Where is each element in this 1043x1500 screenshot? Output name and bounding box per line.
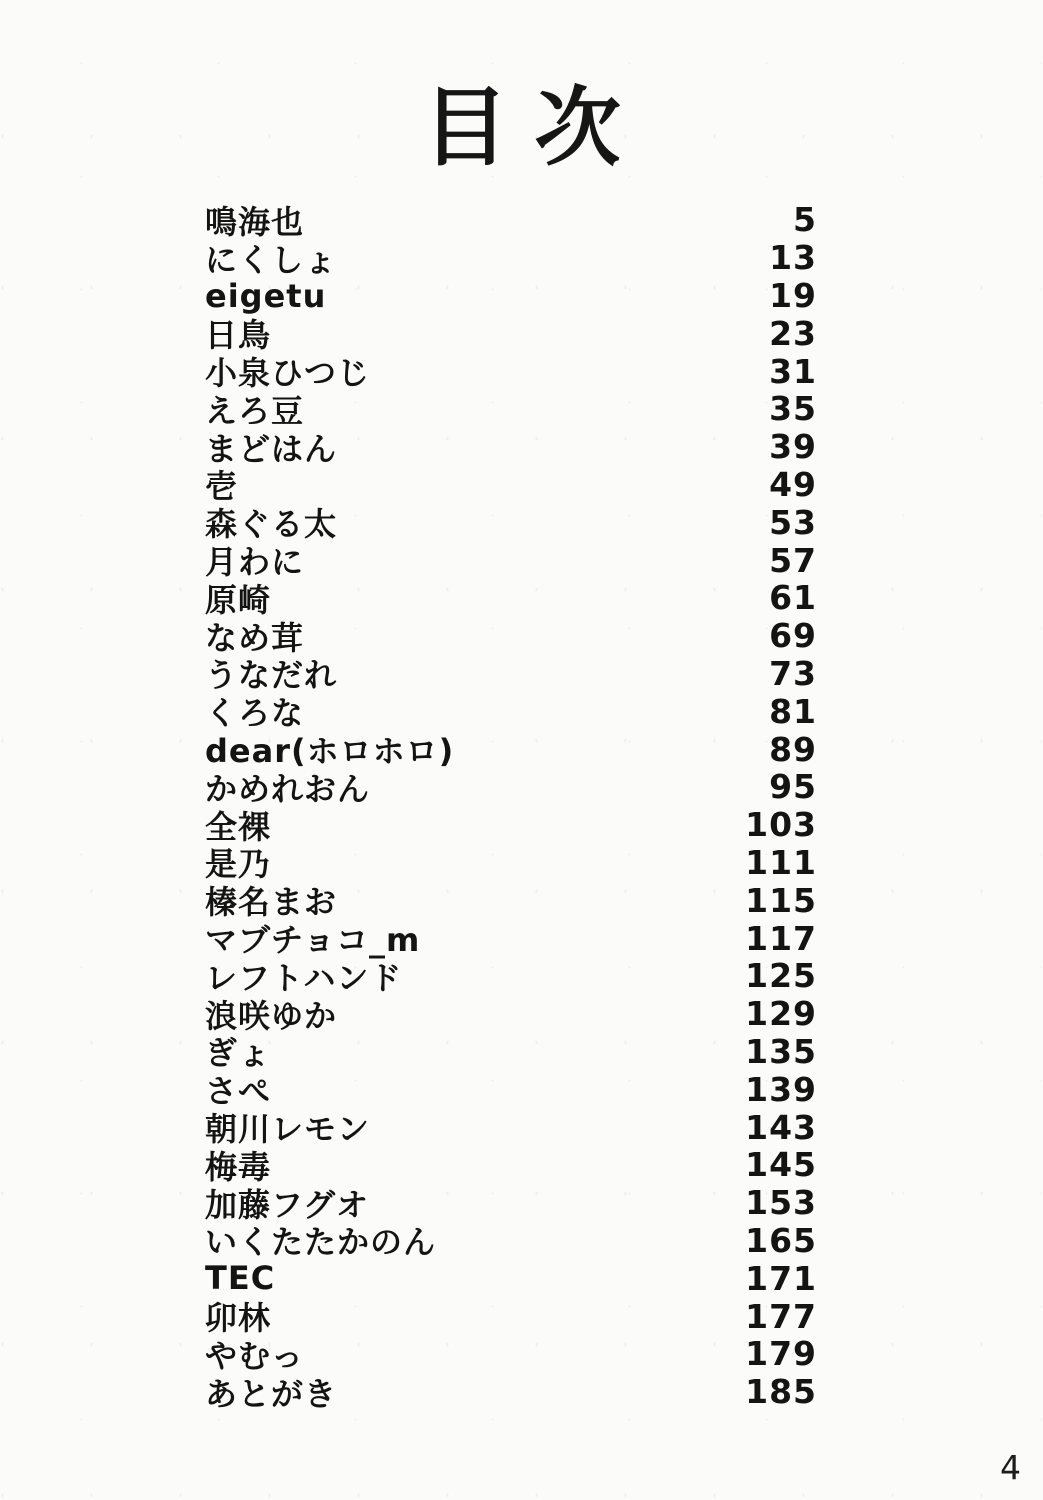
toc-entry-page: 61 [769, 578, 817, 618]
toc-entry [205, 918, 817, 960]
toc-entry-name: くろな [205, 694, 305, 733]
toc-entry-page: 35 [769, 389, 817, 429]
toc-entry-name: 是乃 [205, 845, 272, 884]
toc-entry-name: あとがき [205, 1374, 338, 1413]
toc-entry-page: 5 [793, 200, 817, 240]
toc-entry-name: 鳴海也 [205, 202, 305, 241]
toc-entry-page: 153 [745, 1183, 817, 1223]
toc-entry-page: 89 [769, 729, 817, 769]
toc-entry [205, 1335, 817, 1373]
toc-entry-page: 115 [745, 880, 817, 920]
toc-entry-name: まどはん [205, 429, 338, 468]
toc-entry [205, 1259, 817, 1297]
toc-entry-page: 13 [769, 238, 817, 278]
toc-entry-page: 69 [769, 616, 817, 656]
toc-entry-page: 31 [769, 351, 817, 391]
toc-entry-page: 95 [769, 767, 817, 807]
toc-entry-page: 135 [745, 1031, 817, 1071]
toc-entry-page: 139 [745, 1069, 817, 1109]
toc-entry-name: さぺ [205, 1072, 272, 1111]
toc-entry [205, 957, 817, 995]
toc-entry [205, 239, 817, 277]
toc-entry-name: 原崎 [205, 580, 272, 619]
toc-entry-name: ぎょ [205, 1034, 272, 1073]
toc-entry [205, 768, 817, 806]
toc-list [205, 201, 817, 1411]
toc-entry-name: 浪咲ゆか [205, 996, 338, 1035]
toc-entry-page: 19 [769, 276, 817, 315]
toc-entry-page: 129 [745, 994, 817, 1034]
toc-entry [205, 1373, 817, 1411]
toc-entry [205, 540, 817, 582]
toc-entry-page: 145 [745, 1145, 817, 1185]
toc-entry [205, 502, 817, 544]
toc-entry-name: やむっ [205, 1336, 305, 1375]
toc-entry-name: レフトハンド [205, 958, 403, 997]
toc-entry [205, 995, 817, 1033]
toc-entry-name: 榛名まお [205, 883, 338, 922]
toc-entry-page: 53 [769, 502, 817, 542]
toc-entry-page: 117 [745, 918, 817, 958]
toc-entry-name: 加藤フグオ [205, 1185, 370, 1224]
toc-entry-page: 165 [745, 1220, 817, 1260]
toc-entry [205, 1296, 817, 1338]
toc-entry-name: 小泉ひつじ [205, 354, 371, 393]
toc-entry-page: 73 [769, 653, 817, 693]
toc-entry-page: 179 [745, 1334, 817, 1374]
toc-entry [205, 390, 817, 428]
toc-entry [205, 844, 817, 882]
toc-entry-name: いくたたかのん [205, 1223, 437, 1262]
toc-entry [205, 1107, 817, 1149]
toc-entry-name: なめ茸 [205, 618, 305, 657]
toc-entry-page: 185 [745, 1372, 817, 1412]
toc-entry-page: 49 [769, 464, 817, 504]
toc-entry [205, 201, 817, 239]
toc-entry-page: 111 [745, 842, 817, 882]
toc-entry-name: 梅毒 [205, 1147, 272, 1186]
toc-entry-name: eigetu [205, 276, 327, 315]
toc-entry [205, 351, 817, 393]
toc-entry-name: マブチョコ_m [205, 921, 421, 960]
toc-entry-name: 朝川レモン [205, 1110, 371, 1149]
toc-entry [205, 1222, 817, 1260]
toc-entry-name: 全裸 [205, 807, 272, 846]
toc-entry [205, 1033, 817, 1071]
toc-entry-name: えろ豆 [205, 391, 305, 430]
toc-entry-page: 57 [769, 540, 817, 580]
toc-entry-name: 壱 [205, 467, 239, 506]
toc-entry-name: 卯林 [205, 1299, 272, 1338]
toc-entry [205, 1184, 817, 1222]
toc-entry [205, 466, 817, 504]
toc-entry-name: 月わに [205, 543, 305, 582]
toc-entry [205, 428, 817, 466]
toc-entry-name: かめれおん [205, 769, 371, 808]
toc-entry [205, 880, 817, 922]
toc-entry-name: 森ぐる太 [205, 505, 338, 544]
toc-entry-page: 81 [769, 691, 817, 731]
toc-entry-name: dear(ホロホロ) [205, 732, 455, 771]
toc-entry-page: 23 [769, 313, 817, 353]
page-title: 目次 [422, 78, 647, 178]
toc-entry [205, 729, 817, 771]
toc-entry-page: 171 [745, 1258, 817, 1298]
toc-entry-page: 103 [745, 805, 817, 845]
toc-entry [205, 579, 817, 617]
toc-entry [205, 1069, 817, 1111]
toc-entry-page: 177 [745, 1296, 817, 1336]
toc-entry [205, 655, 817, 693]
toc-entry [205, 617, 817, 655]
page-number: 4 [1000, 1448, 1021, 1487]
toc-entry-page: 143 [745, 1107, 817, 1147]
toc-entry [205, 806, 817, 844]
toc-entry [205, 1146, 817, 1184]
toc-entry-page: 125 [745, 956, 817, 996]
toc-entry [205, 313, 817, 355]
toc-entry-name: TEC [205, 1259, 276, 1298]
toc-entry-name: にくしょ [205, 240, 338, 279]
toc-entry-page: 39 [769, 427, 817, 467]
toc-entry [205, 691, 817, 733]
toc-entry-name: 日鳥 [205, 316, 272, 355]
toc-entry-name: うなだれ [205, 656, 338, 695]
toc-entry [205, 277, 817, 315]
